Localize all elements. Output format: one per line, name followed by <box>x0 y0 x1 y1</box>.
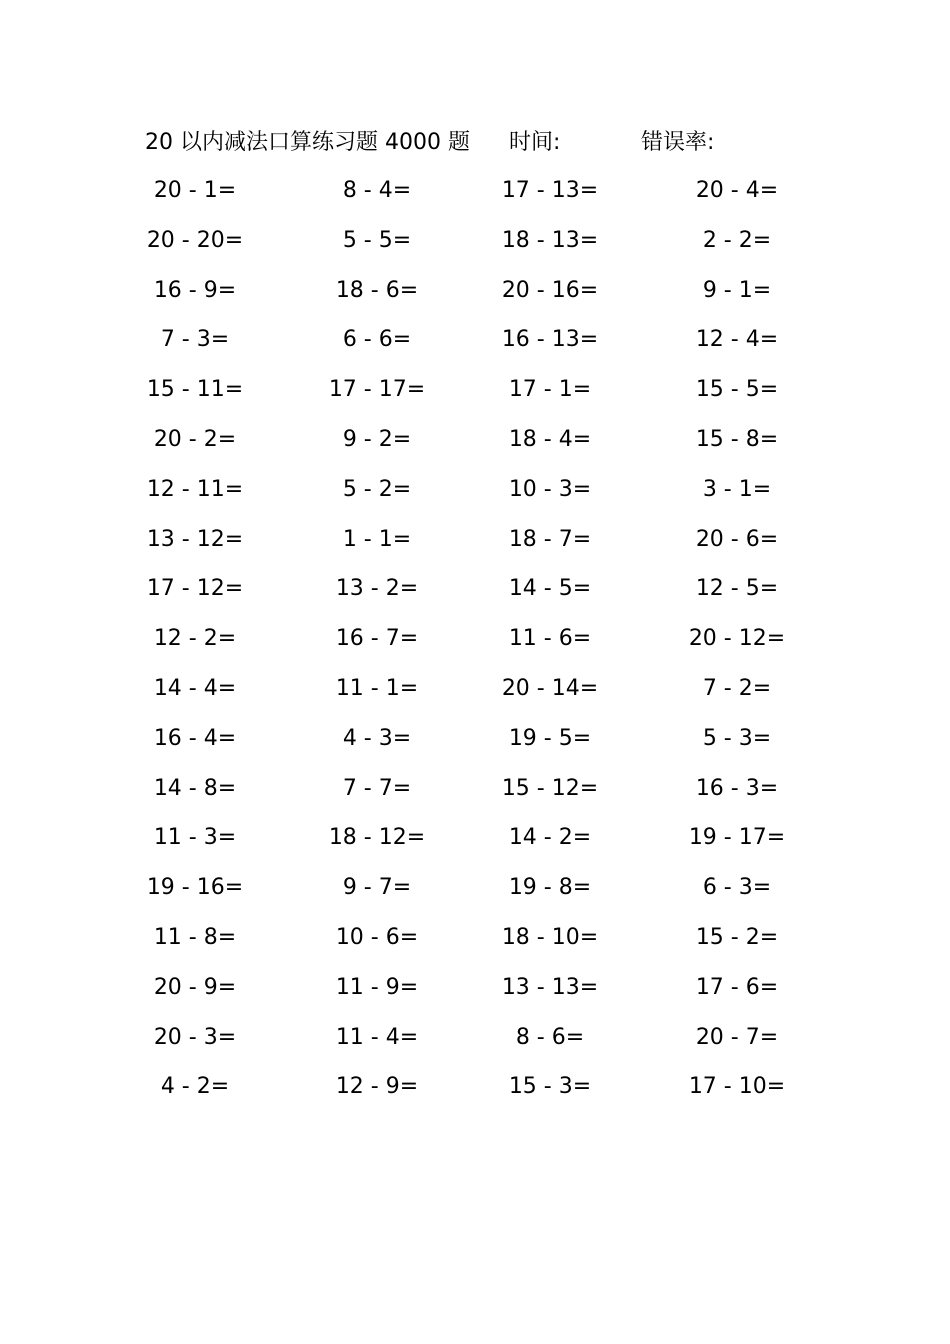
subtraction-problem: 17 - 6= <box>695 974 779 1000</box>
subtraction-problem: 17 - 10= <box>688 1074 786 1100</box>
subtraction-problem: 11 - 4= <box>335 1024 419 1050</box>
subtraction-problem: 10 - 6= <box>335 924 419 950</box>
subtraction-problem: 11 - 1= <box>335 675 419 701</box>
subtraction-problem: 15 - 11= <box>146 377 244 403</box>
problem-row <box>0 871 950 921</box>
subtraction-problem: 7 - 7= <box>342 775 412 801</box>
subtraction-problem: 12 - 4= <box>695 327 779 353</box>
subtraction-problem: 17 - 1= <box>508 377 592 403</box>
problem-row <box>0 971 950 1021</box>
subtraction-problem: 10 - 3= <box>508 476 592 502</box>
subtraction-problem: 11 - 9= <box>335 974 419 1000</box>
worksheet-title: 20 以内减法口算练习题 4000 题 <box>145 130 470 155</box>
subtraction-problem: 18 - 10= <box>501 924 599 950</box>
subtraction-problem: 5 - 2= <box>342 476 412 502</box>
problem-row <box>0 921 950 971</box>
subtraction-problem: 8 - 6= <box>515 1024 585 1050</box>
subtraction-problem: 13 - 2= <box>335 576 419 602</box>
subtraction-problem: 9 - 2= <box>342 426 412 452</box>
problem-row <box>0 1070 950 1120</box>
subtraction-problem: 14 - 8= <box>153 775 237 801</box>
subtraction-problem: 13 - 12= <box>146 526 244 552</box>
subtraction-problem: 17 - 12= <box>146 576 244 602</box>
subtraction-problem: 12 - 11= <box>146 476 244 502</box>
subtraction-problem: 1 - 1= <box>342 526 412 552</box>
subtraction-problem: 11 - 6= <box>508 626 592 652</box>
problem-row <box>0 174 950 224</box>
subtraction-problem: 18 - 6= <box>335 277 419 303</box>
subtraction-problem: 20 - 2= <box>153 426 237 452</box>
problem-grid <box>0 174 950 1120</box>
subtraction-problem: 20 - 1= <box>153 178 237 203</box>
subtraction-problem: 20 - 7= <box>695 1024 779 1050</box>
subtraction-problem: 15 - 3= <box>508 1074 592 1100</box>
subtraction-problem: 18 - 7= <box>508 526 592 552</box>
subtraction-problem: 16 - 4= <box>153 725 237 751</box>
subtraction-problem: 11 - 3= <box>153 825 237 851</box>
subtraction-problem: 7 - 2= <box>702 675 772 701</box>
subtraction-problem: 14 - 2= <box>508 825 592 851</box>
problem-row <box>0 672 950 722</box>
problem-row <box>0 224 950 274</box>
error-rate-label: 错误率: <box>641 130 715 155</box>
subtraction-problem: 12 - 5= <box>695 576 779 602</box>
subtraction-problem: 9 - 1= <box>702 277 772 303</box>
subtraction-problem: 4 - 3= <box>342 725 412 751</box>
subtraction-problem: 16 - 9= <box>153 277 237 303</box>
problem-row <box>0 473 950 523</box>
subtraction-problem: 20 - 9= <box>153 974 237 1000</box>
subtraction-problem: 11 - 8= <box>153 924 237 950</box>
subtraction-problem: 8 - 4= <box>342 178 412 203</box>
problem-row <box>0 373 950 423</box>
problem-row <box>0 772 950 822</box>
subtraction-problem: 2 - 2= <box>702 227 772 253</box>
subtraction-problem: 20 - 14= <box>501 675 599 701</box>
subtraction-problem: 6 - 3= <box>702 875 772 901</box>
subtraction-problem: 13 - 13= <box>501 974 599 1000</box>
subtraction-problem: 18 - 4= <box>508 426 592 452</box>
subtraction-problem: 7 - 3= <box>160 327 230 353</box>
subtraction-problem: 12 - 9= <box>335 1074 419 1100</box>
subtraction-problem: 20 - 20= <box>146 227 244 253</box>
subtraction-problem: 20 - 4= <box>695 178 779 203</box>
subtraction-problem: 16 - 7= <box>335 626 419 652</box>
subtraction-problem: 12 - 2= <box>153 626 237 652</box>
subtraction-problem: 20 - 16= <box>501 277 599 303</box>
subtraction-problem: 20 - 6= <box>695 526 779 552</box>
problem-row <box>0 821 950 871</box>
subtraction-problem: 20 - 3= <box>153 1024 237 1050</box>
subtraction-problem: 5 - 5= <box>342 227 412 253</box>
subtraction-problem: 16 - 3= <box>695 775 779 801</box>
subtraction-problem: 17 - 13= <box>501 178 599 203</box>
subtraction-problem: 14 - 5= <box>508 576 592 602</box>
subtraction-problem: 16 - 13= <box>501 327 599 353</box>
subtraction-problem: 6 - 6= <box>342 327 412 353</box>
problem-row <box>0 1021 950 1071</box>
subtraction-problem: 15 - 5= <box>695 377 779 403</box>
subtraction-problem: 18 - 13= <box>501 227 599 253</box>
subtraction-problem: 5 - 3= <box>702 725 772 751</box>
subtraction-problem: 17 - 17= <box>328 377 426 403</box>
subtraction-problem: 18 - 12= <box>328 825 426 851</box>
subtraction-problem: 20 - 12= <box>688 626 786 652</box>
subtraction-problem: 15 - 12= <box>501 775 599 801</box>
problem-row <box>0 323 950 373</box>
subtraction-problem: 3 - 1= <box>702 476 772 502</box>
problem-row <box>0 423 950 473</box>
worksheet-header <box>0 126 950 160</box>
problem-row <box>0 274 950 324</box>
subtraction-problem: 15 - 8= <box>695 426 779 452</box>
time-label: 时间: <box>509 130 561 155</box>
problem-row <box>0 622 950 672</box>
subtraction-problem: 15 - 2= <box>695 924 779 950</box>
subtraction-problem: 9 - 7= <box>342 875 412 901</box>
subtraction-problem: 19 - 17= <box>688 825 786 851</box>
subtraction-problem: 14 - 4= <box>153 675 237 701</box>
subtraction-problem: 19 - 5= <box>508 725 592 751</box>
subtraction-problem: 4 - 2= <box>160 1074 230 1100</box>
problem-row <box>0 572 950 622</box>
problem-row <box>0 523 950 573</box>
subtraction-problem: 19 - 8= <box>508 875 592 901</box>
problem-row <box>0 722 950 772</box>
subtraction-problem: 19 - 16= <box>146 875 244 901</box>
